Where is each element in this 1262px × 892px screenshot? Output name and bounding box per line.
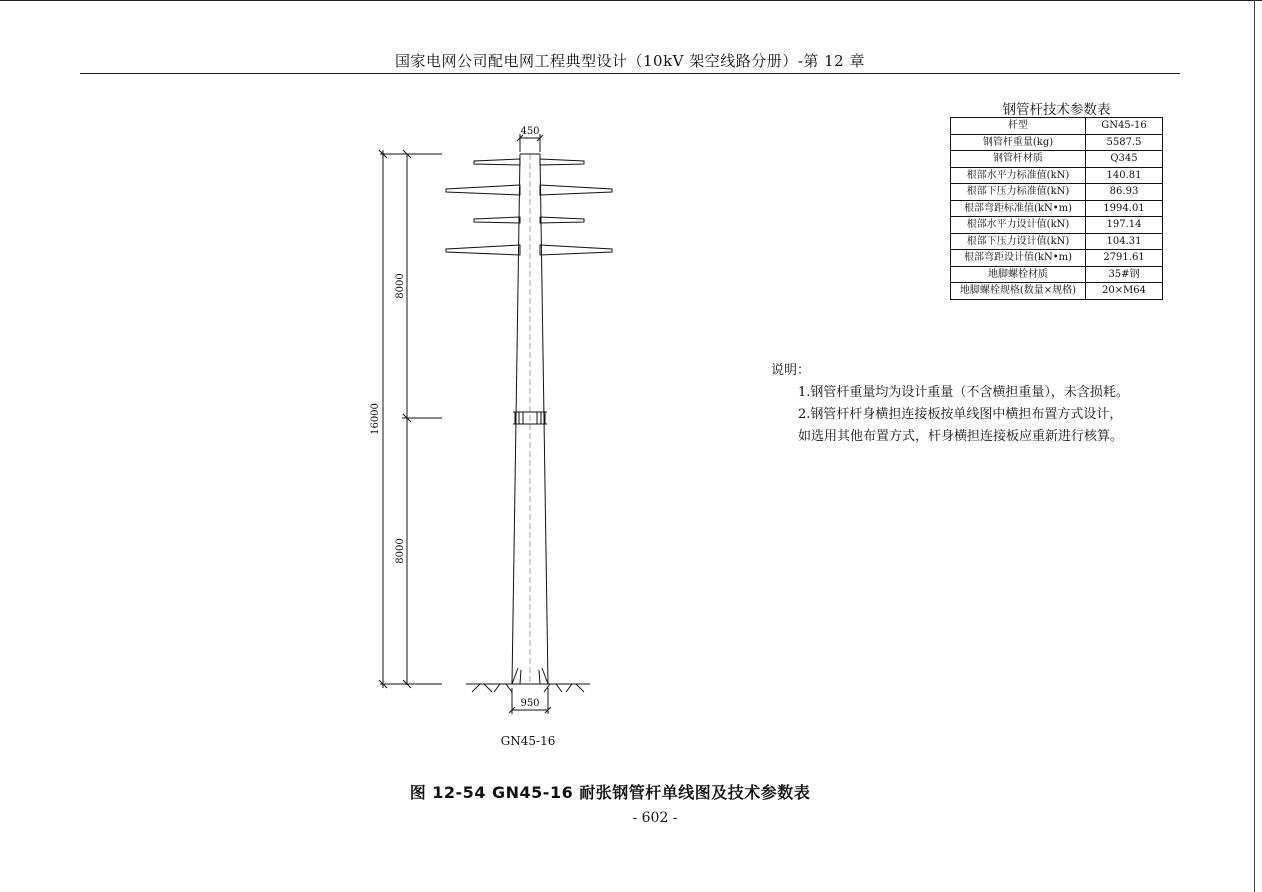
note-line-3: 如选用其他布置方式，杆身横担连接板应重新进行核算。 <box>798 429 1124 444</box>
lower-segment-label: 8000 <box>395 538 406 564</box>
table-row <box>951 266 1163 283</box>
bottom-width-label: 950 <box>520 698 540 709</box>
table-row <box>951 118 1163 135</box>
param-value: 5587.5 <box>1086 134 1163 151</box>
table-row <box>951 233 1163 250</box>
param-name: 钢管杆材质 <box>951 151 1086 168</box>
param-name: 杆型 <box>951 118 1086 135</box>
param-name: 根部下压力设计值(kN) <box>951 233 1086 250</box>
notes-block <box>771 360 1129 448</box>
table-row <box>951 184 1163 201</box>
table-row <box>951 167 1163 184</box>
table-row <box>951 151 1163 168</box>
param-name: 地脚螺栓规格(数量×规格) <box>951 283 1086 300</box>
figure-caption: 图 12-54 GN45-16 耐张钢管杆单线图及技术参数表 <box>409 783 811 802</box>
table-row <box>951 200 1163 217</box>
param-value: 104.31 <box>1086 233 1163 250</box>
param-value: 140.81 <box>1086 167 1163 184</box>
note-line-1: 1.钢管杆重量均为设计重量（不含横担重量），未含损耗。 <box>798 385 1129 400</box>
top-width-label: 450 <box>520 126 540 137</box>
param-name: 根部弯距标准值(kN•m) <box>951 200 1086 217</box>
param-name: 地脚螺栓材质 <box>951 266 1086 283</box>
table-row <box>951 283 1163 300</box>
param-name: 根部水平力设计值(kN) <box>951 217 1086 234</box>
table-title: 钢管杆技术参数表 <box>1002 102 1111 118</box>
param-value: 20×M64 <box>1086 283 1163 300</box>
param-name: 根部水平力标准值(kN) <box>951 167 1086 184</box>
upper-segment-label: 8000 <box>395 273 406 299</box>
param-value: 2791.61 <box>1086 250 1163 267</box>
table-row <box>951 134 1163 151</box>
page-header: 国家电网公司配电网工程典型设计（10kV 架空线路分册）-第 12 章 <box>395 52 865 70</box>
param-value: 86.93 <box>1086 184 1163 201</box>
table-row <box>951 217 1163 234</box>
total-height-label: 16000 <box>370 403 381 435</box>
param-value: 197.14 <box>1086 217 1163 234</box>
parameter-table <box>950 117 1163 300</box>
notes-title: 说明： <box>771 363 811 378</box>
param-name: 根部下压力标准值(kN) <box>951 184 1086 201</box>
page-number: - 602 - <box>632 810 678 826</box>
param-value: GN45-16 <box>1086 118 1163 135</box>
param-name: 钢管杆重量(kg) <box>951 134 1086 151</box>
param-value: Q345 <box>1086 151 1163 168</box>
note-line-2: 2.钢管杆杆身横担连接板按单线图中横担布置方式设计， <box>798 407 1123 422</box>
param-name: 根部弯距设计值(kN•m) <box>951 250 1086 267</box>
table-row <box>951 250 1163 267</box>
pole-type-label: GN45-16 <box>500 734 556 748</box>
param-value: 35#钢 <box>1086 266 1163 283</box>
param-value: 1994.01 <box>1086 200 1163 217</box>
